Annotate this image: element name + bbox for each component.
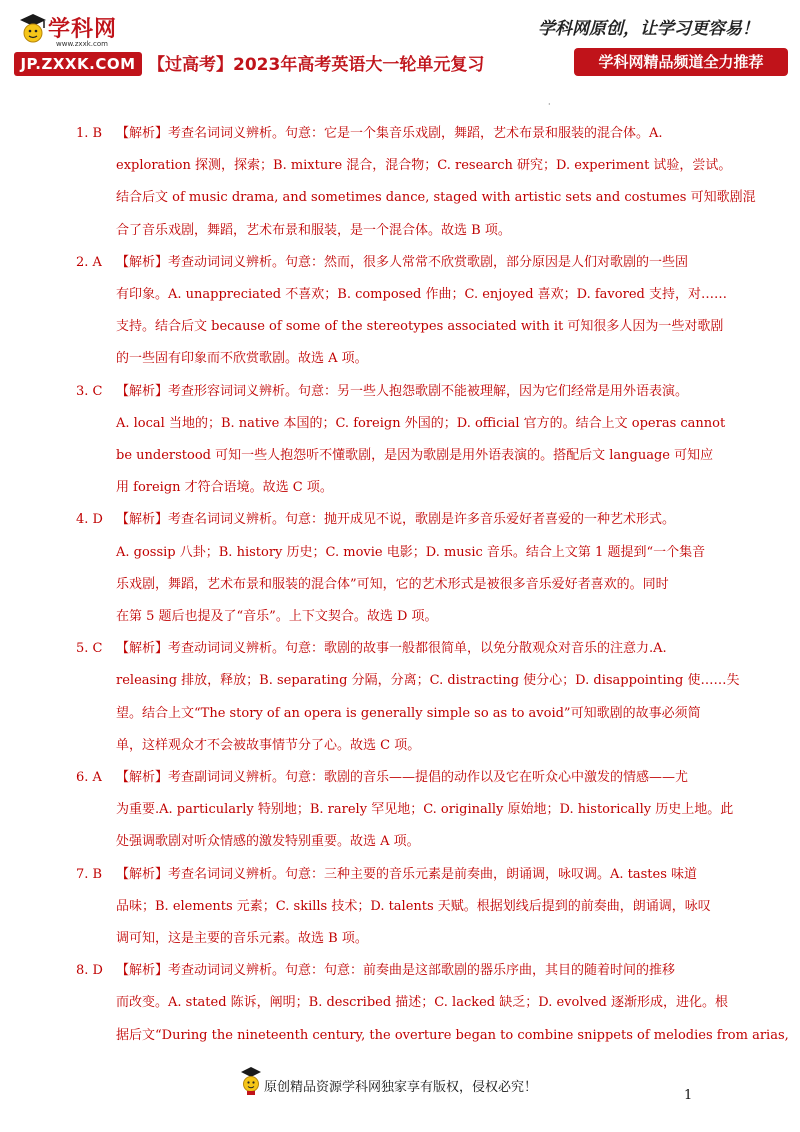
explanation-line: 【解析】考查名词词义辨析。句意：它是一个集音乐戏剧，舞蹈，艺术布景和服装的混合体。A. <box>116 126 663 141</box>
answer-explanation <box>116 633 740 762</box>
explanation-line: releasing 排放，释放；B. separating 分隔，分离；C. distracting 使分心；D. disappointing 使……失 <box>116 673 740 689</box>
answer-item <box>76 118 756 247</box>
answer-explanation <box>116 504 732 633</box>
answer-list <box>76 118 789 1052</box>
answer-item <box>76 504 732 633</box>
explanation-line: 望。结合上文“The story of an opera is generally simple so as to avoid”可知歌剧的故事必须简 <box>116 705 701 721</box>
page-footer <box>0 1066 800 1106</box>
explanation-line: 【解析】考查动词词义辨析。句意：然而，很多人常常不欣赏歌剧，部分原因是人们对歌剧的一些固 <box>116 254 689 270</box>
answer-item <box>76 633 740 762</box>
logo-url[interactable]: www.zxxk.com <box>56 40 108 48</box>
explanation-line: 【解析】考查动词词义辨析。句意：歌剧的故事一般都很简单，以免分散观众对音乐的注意力.A. <box>116 641 667 657</box>
copyright-notice: 原创精品资源学科网独家享有版权，侵权必究！ <box>264 1080 538 1095</box>
answer-explanation <box>116 118 756 247</box>
answer-item <box>76 376 732 505</box>
explanation-line: 有印象。A. unappreciated 不喜欢；B. composed 作曲；C. enjoyed 喜欢；D. favored 支持，对…… <box>116 287 727 303</box>
answer-explanation <box>116 955 789 1052</box>
explanation-line: 处强调歌剧对听众情感的激发特别重要。故选 A 项。 <box>116 834 420 850</box>
explanation-line: 在第 5 题后也提及了“音乐”。上下文契合。故选 D 项。 <box>116 609 438 625</box>
answer-item <box>76 762 732 859</box>
dot-mark: · <box>548 100 551 109</box>
explanation-line: 品味；B. elements 元素；C. skills 技术；D. talents 天赋。根据划线后提到的前奏曲，朗诵调，咏叹 <box>116 898 711 914</box>
explanation-line: 结合后文 of music drama, and sometimes dance, staged with artistic sets and costumes 可知歌剧混 <box>116 190 756 206</box>
mascot-icon <box>240 1066 262 1096</box>
explanation-line: 【解析】考查名词词义辨析。句意：抛开成见不说，歌剧是许多音乐爱好者喜爱的一种艺术形式。 <box>116 512 676 528</box>
explanation-line: be understood 可知一些人抱怨听不懂歌剧，是因为歌剧是用外语表演的。搭配后文 language 可知应 <box>116 448 714 464</box>
answer-explanation <box>116 376 732 505</box>
answer-item <box>76 859 732 956</box>
explanation-line: 【解析】考查形容词词义辨析。句意：另一些人抱怨歌剧不能被理解，因为它们经常是用外语表演。 <box>116 383 689 399</box>
slogan: 学科网原创，让学习更容易！ <box>538 19 759 39</box>
mascot-icon <box>18 12 48 46</box>
explanation-line: A. local 当地的；B. native 本国的；C. foreign 外国的；D. official 官方的。结合上文 operas cannot <box>116 415 726 431</box>
page-number: 1 <box>684 1088 693 1103</box>
answer-number: 2. A <box>76 254 102 270</box>
explanation-line: 合了音乐戏剧，舞蹈，艺术布景和服装，是一个混合体。故选 B 项。 <box>116 222 511 238</box>
document-title: 【过高考】2023年高考英语大一轮单元复习 <box>148 55 485 75</box>
explanation-line: 支持。结合后文 because of some of the stereotypes associated with it 可知很多人因为一些对歌剧 <box>116 319 724 335</box>
answer-explanation <box>116 859 732 956</box>
answer-number: 5. C <box>76 641 103 657</box>
answer-item <box>76 955 789 1052</box>
explanation-line: 为重要.A. particularly 特别地；B. rarely 罕见地；C. originally 原始地；D. historically 历史上地。此 <box>116 802 734 818</box>
explanation-line: 乐戏剧，舞蹈，艺术布景和服装的混合体”可知，它的艺术形式是被很多音乐爱好者喜欢的。同时 <box>116 576 669 592</box>
explanation-line: exploration 探测，探索；B. mixture 混合，混合物；C. research 研究；D. experiment 试验，尝试。 <box>116 158 732 174</box>
explanation-line: 【解析】考查副词词义辨析。句意：歌剧的音乐——提倡的动作以及它在听众心中激发的情感——尤 <box>116 770 689 786</box>
site-logo[interactable] <box>18 12 138 46</box>
answer-number: 7. B <box>76 866 103 882</box>
explanation-line: 用 foreign 才符合语境。故选 C 项。 <box>116 480 333 496</box>
site-badge[interactable]: JP.ZXXK.COM <box>14 52 142 76</box>
explanation-line: 的一些固有印象而不欣赏歌剧。故选 A 项。 <box>116 351 368 367</box>
answer-number: 3. C <box>76 383 103 399</box>
page-header <box>0 0 800 109</box>
answer-number: 8. D <box>76 963 103 979</box>
answer-number: 1. B <box>76 126 103 141</box>
explanation-line: 【解析】考查名词词义辨析。句意：三种主要的音乐元素是前奏曲，朗诵调，咏叹调。A. tastes 味道 <box>116 866 698 882</box>
explanation-line: A. gossip 八卦；B. history 历史；C. movie 电影；D. music 音乐。结合上文第 1 题提到“一个集音 <box>116 544 706 560</box>
recommend-banner[interactable]: 学科网精品频道全力推荐 <box>574 48 788 76</box>
answer-item <box>76 247 732 376</box>
explanation-line: 而改变。A. stated 陈诉，阐明；B. described 描述；C. lacked 缺乏；D. evolved 逐渐形成，进化。根 <box>116 995 728 1011</box>
explanation-line: 调可知，这是主要的音乐元素。故选 B 项。 <box>116 931 368 947</box>
explanation-line: 【解析】考查动词词义辨析。句意：句意：前奏曲是这部歌剧的器乐序曲，其目的随着时间的推移 <box>116 963 676 979</box>
explanation-line: 单，这样观众才不会被故事情节分了心。故选 C 项。 <box>116 737 421 753</box>
answer-number: 4. D <box>76 512 103 528</box>
logo-text: 学科网 <box>48 17 118 42</box>
answer-number: 6. A <box>76 770 102 786</box>
answer-explanation <box>116 247 732 376</box>
explanation-line: 据后文“During the nineteenth century, the overture began to combine snippets of melodies from arias, <box>116 1027 789 1043</box>
answer-explanation <box>116 762 733 859</box>
